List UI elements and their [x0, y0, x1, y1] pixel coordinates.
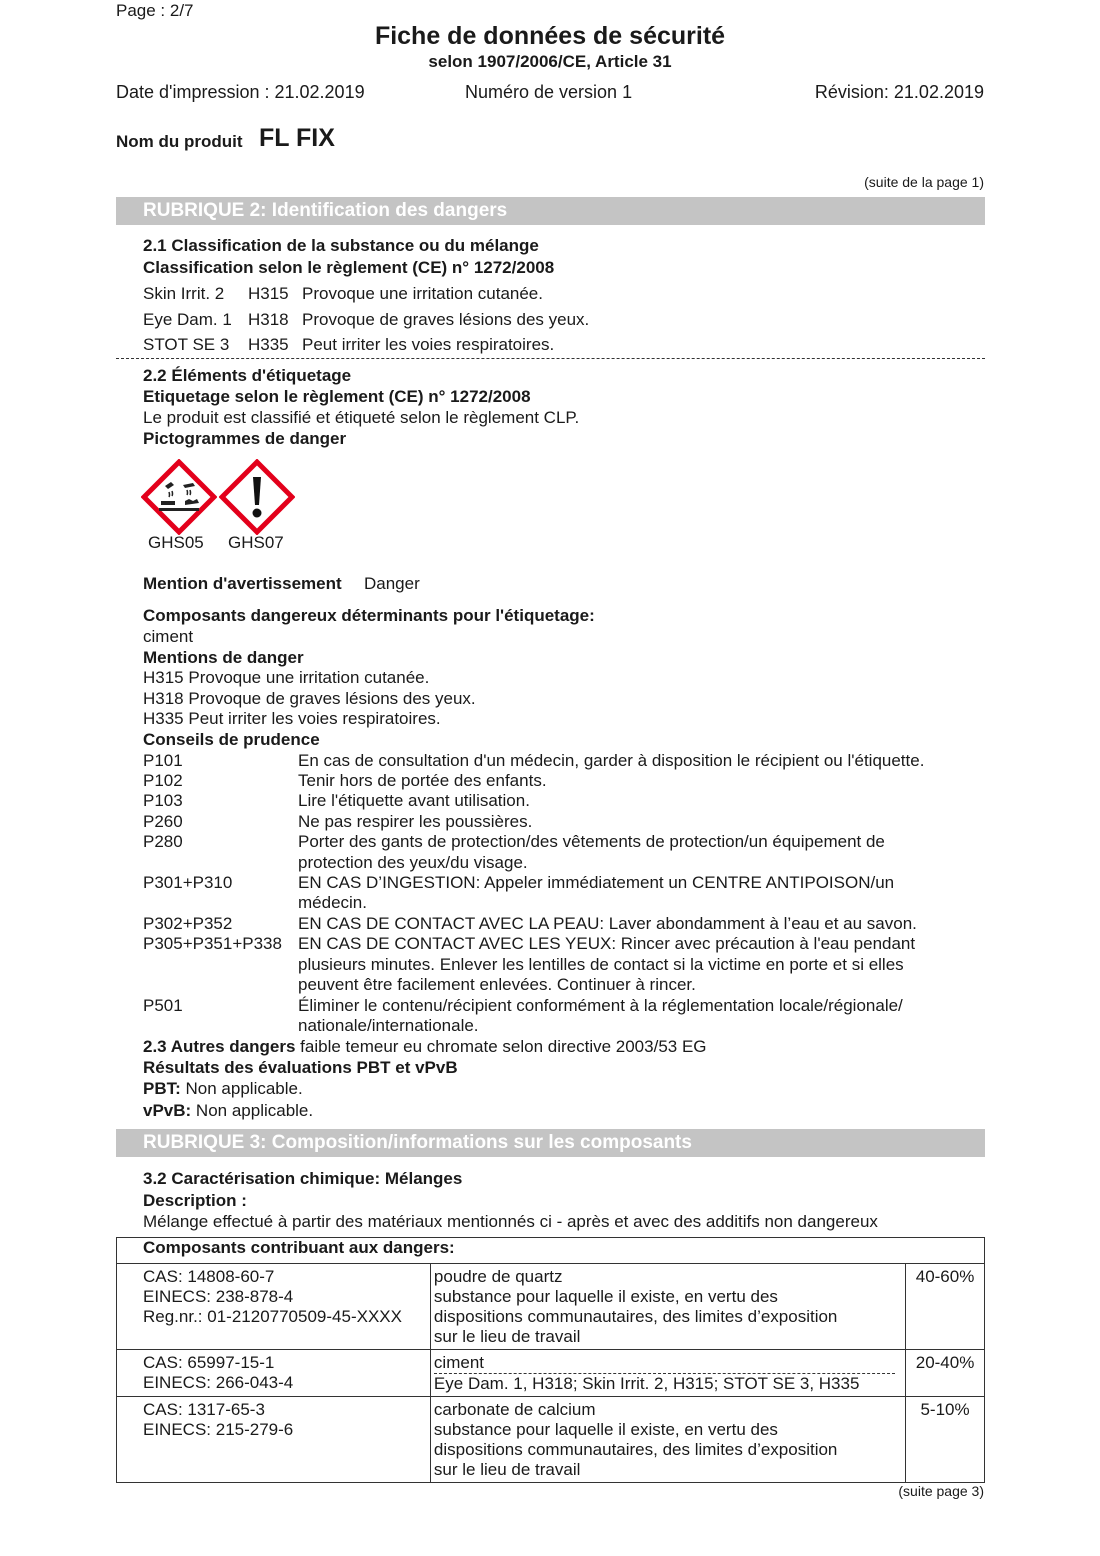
ghs07-exclamation-icon	[219, 459, 295, 535]
precaution-text: Porter des gants de protection/des vêtements de protection/un équipement de	[298, 832, 885, 851]
hazard-statements-title: Mentions de danger	[143, 648, 304, 667]
table-row	[117, 1264, 985, 1350]
component-detail: substance pour laquelle il existe, en vertu des	[433, 1287, 778, 1306]
other-hazards-text: faible temeur eu chromate selon directive 2003/53 EG	[300, 1037, 707, 1056]
hazard-statement: H335 Peut irriter les voies respiratoires.	[143, 709, 441, 728]
pbt-line	[143, 1079, 303, 1099]
precaution-code: P102	[143, 771, 183, 790]
labelling-components-title: Composants dangereux déterminants pour l'étiquetage:	[143, 606, 595, 625]
vpvb-line	[143, 1101, 313, 1121]
cas-number: CAS: 1317-65-3	[143, 1400, 265, 1419]
document-title: Fiche de données de sécurité	[374, 22, 726, 50]
pbt-results-title: Résultats des évaluations PBT et vPvB	[143, 1058, 458, 1077]
precaution-code: P103	[143, 791, 183, 810]
table-header: Composants contribuant aux dangers:	[117, 1238, 985, 1264]
classification-text: Provoque une irritation cutanée.	[302, 284, 543, 303]
precaution-code: P302+P352	[143, 914, 233, 933]
component-identifiers	[117, 1350, 431, 1397]
signal-word-label: Mention d'avertissement	[143, 574, 342, 593]
labelling-components-value: ciment	[143, 627, 194, 646]
section-2-3-title: 2.3 Autres dangers	[143, 1037, 296, 1056]
component-description	[430, 1397, 905, 1483]
description-label: Description :	[143, 1191, 247, 1210]
ghs05-corrosion-icon	[141, 459, 217, 535]
hazard-statement: H318 Provoque de graves lésions des yeux.	[143, 689, 476, 708]
hazardous-components-table	[116, 1237, 985, 1483]
precaution-code: P280	[143, 832, 183, 851]
page-number: Page : 2/7	[116, 1, 194, 20]
component-description	[430, 1350, 905, 1397]
pbt-label: PBT:	[143, 1079, 181, 1098]
precaution-text: EN CAS D’INGESTION: Appeler immédiatement un CENTRE ANTIPOISON/un	[298, 873, 895, 892]
einecs-number: EINECS: 238-878-4	[143, 1287, 294, 1306]
classification-text: Provoque de graves lésions des yeux.	[302, 310, 590, 329]
component-detail: sur le lieu de travail	[433, 1460, 581, 1479]
table-header-row	[117, 1238, 985, 1264]
version-number: Numéro de version 1	[465, 82, 633, 102]
classification-text: Peut irriter les voies respiratoires.	[302, 335, 555, 354]
section-divider	[116, 358, 985, 359]
section-2-1-title: 2.1 Classification de la substance ou du mélange	[143, 236, 539, 255]
classification-code: H315	[248, 284, 289, 303]
labelling-regulation: Etiquetage selon le règlement (CE) n° 1272/2008	[143, 387, 531, 406]
precaution-text: En cas de consultation d'un médecin, garder à disposition le récipient ou l'étiquette.	[298, 751, 925, 770]
precaution-text: plusieurs minutes. Enlever les lentilles de contact si la victime en porte et si elles	[298, 955, 904, 974]
classification-code: H335	[248, 335, 289, 354]
cas-number: CAS: 14808-60-7	[143, 1267, 275, 1286]
classification-code: H318	[248, 310, 289, 329]
document-subtitle: selon 1907/2006/CE, Article 31	[428, 52, 672, 71]
precaution-text: Tenir hors de portée des enfants.	[298, 771, 547, 790]
component-identifiers	[117, 1264, 431, 1350]
component-percentage: 40-60%	[906, 1264, 985, 1350]
cas-number: CAS: 65997-15-1	[143, 1353, 275, 1372]
component-detail: dispositions communautaires, des limites d’exposition	[433, 1307, 838, 1326]
product-label: Nom du produit	[116, 132, 243, 151]
component-description	[430, 1264, 905, 1350]
component-percentage: 20-40%	[906, 1350, 985, 1397]
component-detail: sur le lieu de travail	[433, 1327, 581, 1346]
precaution-text: peuvent être facilement enlevées. Continuer à rincer.	[298, 975, 696, 994]
registration-number: Reg.nr.: 01-2120770509-45-XXXX	[143, 1307, 402, 1326]
description-text: Mélange effectué à partir des matériaux mentionnés ci - après et avec des additifs non dangereux	[143, 1212, 878, 1231]
section-3-2-title: 3.2 Caractérisation chimique: Mélanges	[143, 1169, 463, 1188]
classification-category: STOT SE 3	[143, 335, 230, 354]
classification-regulation: Classification selon le règlement (CE) n° 1272/2008	[143, 258, 555, 277]
component-name: poudre de quartz	[433, 1267, 563, 1286]
einecs-number: EINECS: 266-043-4	[143, 1373, 294, 1392]
print-date: Date d'impression : 21.02.2019	[116, 82, 365, 102]
product-name: FL FIX	[259, 124, 335, 152]
precautionary-title: Conseils de prudence	[143, 730, 320, 749]
precaution-text: Ne pas respirer les poussières.	[298, 812, 533, 831]
precaution-text: médecin.	[298, 893, 367, 912]
component-name: carbonate de calcium	[433, 1400, 596, 1419]
signal-word-value: Danger	[364, 574, 420, 593]
precaution-code: P501	[143, 996, 183, 1015]
precaution-text: nationale/internationale.	[298, 1016, 479, 1035]
precaution-code: P101	[143, 751, 183, 770]
pictogram-code: GHS07	[228, 533, 284, 552]
pbt-value: Non applicable.	[185, 1079, 303, 1098]
section-2-2-title: 2.2 Éléments d'étiquetage	[143, 366, 352, 385]
precaution-text: EN CAS DE CONTACT AVEC LA PEAU: Laver abondamment à l’eau et au savon.	[298, 914, 917, 933]
precaution-text: Lire l'étiquette avant utilisation.	[298, 791, 530, 810]
precaution-code: P301+P310	[143, 873, 233, 892]
precaution-text: Éliminer le contenu/récipient conformément à la réglementation locale/régionale/	[298, 996, 903, 1015]
revision-date: Révision: 21.02.2019	[814, 82, 984, 102]
continued-to: (suite page 3)	[898, 1483, 984, 1499]
classification-category: Skin Irrit. 2	[143, 284, 225, 303]
continued-from: (suite de la page 1)	[864, 174, 984, 190]
section-2-header: RUBRIQUE 2: Identification des dangers	[116, 197, 985, 225]
component-percentage: 5-10%	[906, 1397, 985, 1483]
component-identifiers	[117, 1397, 431, 1483]
component-detail: substance pour laquelle il existe, en vertu des	[433, 1420, 778, 1439]
vpvb-value: Non applicable.	[195, 1101, 314, 1120]
hazard-statement: H315 Provoque une irritation cutanée.	[143, 668, 430, 687]
component-classification: Eye Dam. 1, H318; Skin Irrit. 2, H315; STOT SE 3, H335	[433, 1374, 860, 1393]
component-detail: dispositions communautaires, des limites d’exposition	[433, 1440, 838, 1459]
other-hazards	[143, 1037, 707, 1057]
precaution-code: P260	[143, 812, 183, 831]
table-row	[117, 1350, 985, 1397]
pictograms-title: Pictogrammes de danger	[143, 429, 347, 448]
precaution-code: P305+P351+P338	[143, 934, 282, 953]
table-row	[117, 1397, 985, 1483]
pictogram-code: GHS05	[148, 533, 204, 552]
labelling-statement: Le produit est classifié et étiqueté selon le règlement CLP.	[143, 408, 580, 427]
vpvb-label: vPvB:	[143, 1101, 192, 1120]
einecs-number: EINECS: 215-279-6	[143, 1420, 294, 1439]
section-3-header: RUBRIQUE 3: Composition/informations sur les composants	[116, 1129, 985, 1157]
component-name: ciment	[434, 1353, 895, 1374]
precaution-text: EN CAS DE CONTACT AVEC LES YEUX: Rincer avec précaution à l'eau pendant	[298, 934, 916, 953]
classification-category: Eye Dam. 1	[143, 310, 232, 329]
precaution-text: protection des yeux/du visage.	[298, 853, 528, 872]
